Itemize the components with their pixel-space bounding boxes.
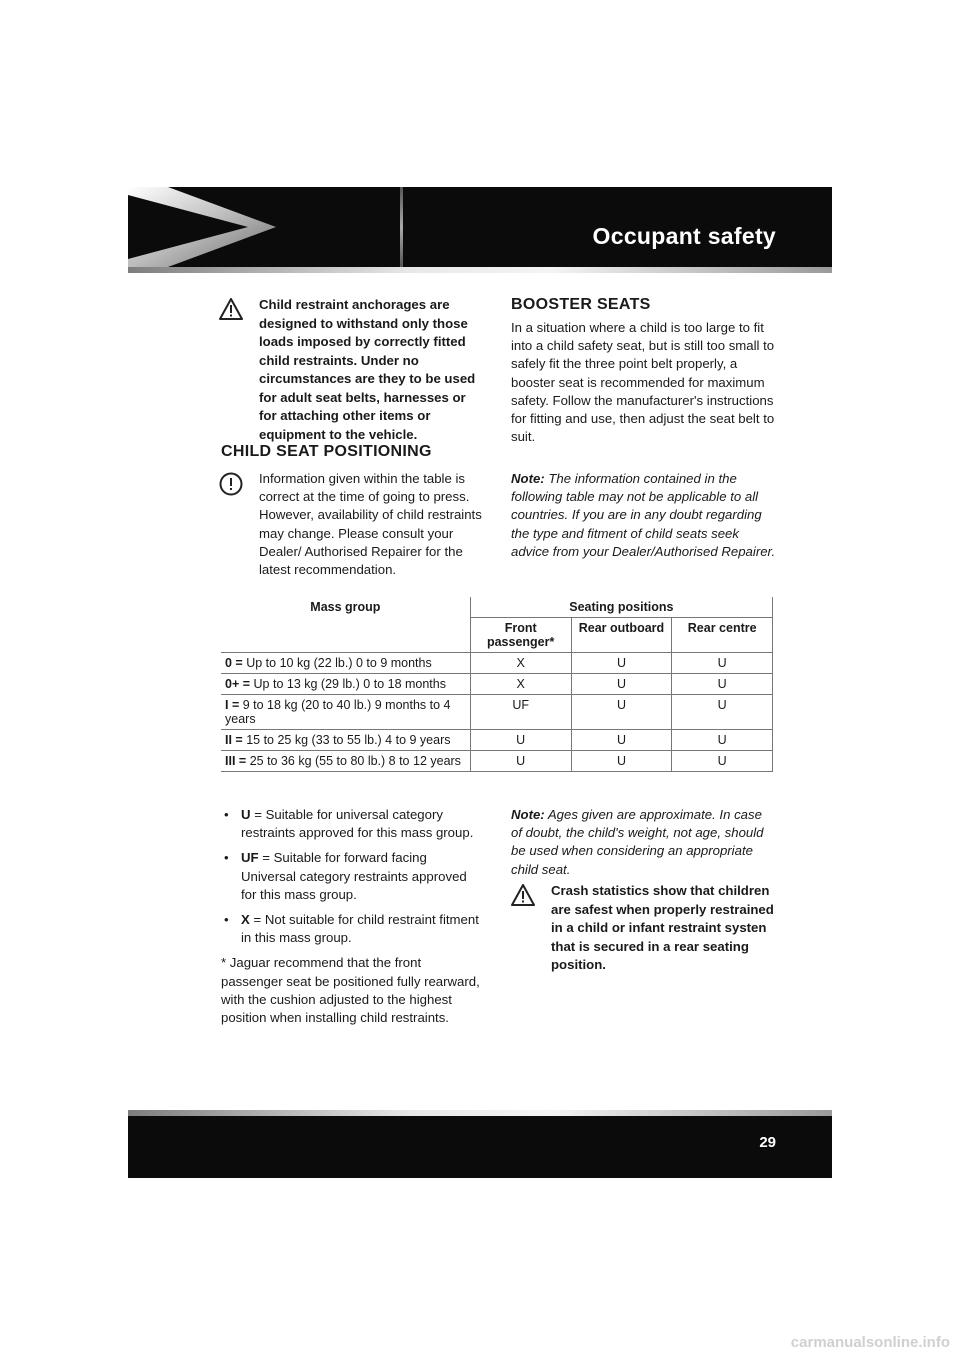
info-text: Information given within the table is correct at the time of going to press. However, availability of child restraints may change. Please consult your Dealer/ Authorised Repairer for the latest recommendation. xyxy=(259,471,482,578)
legend-text: = Not suitable for child restraint fitment in this mass group. xyxy=(241,912,479,946)
centre-value: U xyxy=(672,730,773,751)
front-value: X xyxy=(470,674,571,695)
mass-group-label: 0 = xyxy=(225,656,243,670)
header-strip xyxy=(128,267,832,273)
centre-value: U xyxy=(672,674,773,695)
booster-section xyxy=(511,296,777,446)
table-row xyxy=(221,695,773,730)
mass-group-desc: 9 to 18 kg (20 to 40 lb.) 9 months to 4 years xyxy=(225,698,451,726)
mass-group-desc: 15 to 25 kg (33 to 55 lb.) 4 to 9 years xyxy=(246,733,451,747)
legend-list xyxy=(221,806,485,947)
watermark: carmanualsonline.info xyxy=(790,1334,950,1351)
mass-group-label: II = xyxy=(225,733,243,747)
note2-label: Note: xyxy=(511,807,545,822)
centre-value: U xyxy=(672,751,773,772)
note2-text: Ages given are approximate. In case of doubt, the child's weight, not age, should be used when considering an appropriate child seat. xyxy=(511,807,764,877)
front-value: UF xyxy=(470,695,571,730)
front-value: U xyxy=(470,751,571,772)
positioning-heading: CHILD SEAT POSITIONING xyxy=(221,443,432,460)
list-item xyxy=(221,911,485,947)
table-row xyxy=(221,674,773,695)
info-circle-icon xyxy=(219,472,243,496)
front-value: X xyxy=(470,653,571,674)
col-mass-group: Mass group xyxy=(221,597,470,653)
legend-key: X xyxy=(241,912,250,928)
table-row xyxy=(221,653,773,674)
mass-group-label: I = xyxy=(225,698,240,712)
bullet: • xyxy=(224,912,229,928)
bullet: • xyxy=(224,807,229,822)
legend-text: = Suitable for universal category restraints approved for this mass group. xyxy=(241,807,474,841)
outboard-value: U xyxy=(571,674,672,695)
mass-group-label: III = xyxy=(225,754,247,768)
front-value: U xyxy=(470,730,571,751)
header-divider xyxy=(400,187,403,267)
table-row xyxy=(221,730,773,751)
age-note xyxy=(511,806,775,879)
info-notice xyxy=(219,470,485,579)
page-title: Occupant safety xyxy=(592,223,776,249)
mass-group-desc: 25 to 36 kg (55 to 80 lb.) 8 to 12 years xyxy=(249,754,461,768)
warning-crash xyxy=(511,882,777,975)
col-front-passenger: Front passenger* xyxy=(470,618,571,653)
legend-text: = Suitable for forward facing Universal category restraints approved for this mass group. xyxy=(241,850,467,902)
legend-key: U xyxy=(241,807,251,822)
seating-table xyxy=(221,597,773,772)
warning-triangle-icon xyxy=(511,884,535,906)
bullet: • xyxy=(224,850,229,866)
footnote: * Jaguar recommend that the front passenger seat be positioned fully rearward, with the cushion adjusted to the highest position when installing child restraints. xyxy=(221,955,480,1026)
list-item xyxy=(221,806,485,842)
positioning-note xyxy=(511,470,777,561)
outboard-value: U xyxy=(571,730,672,751)
col-rear-outboard: Rear outboard xyxy=(571,618,672,653)
chevron-logo-icon xyxy=(128,187,276,267)
booster-text: In a situation where a child is too large to fit into a child safety seat, but is still too small to safely fit the three point belt properly, a booster seat is recommended for maximum safety. Follow the manufacturer's instructions for fitting and use, then adjust the seat belt to suit. xyxy=(511,320,775,445)
warning-anchorages-text: Child restraint anchorages are designed to withstand only those loads imposed by correctly fitted child restraints. Under no circumstances are they to be used for adult seat belts, harnesses or for attaching other items or equipment to the vehicle. xyxy=(259,297,476,442)
warning-anchorages xyxy=(219,296,485,444)
table-row xyxy=(221,751,773,772)
page-footer xyxy=(128,1110,832,1178)
footer-strip xyxy=(128,1110,832,1116)
list-item xyxy=(221,849,485,904)
warning-crash-text: Crash statistics show that children are safest when properly restrained in a child or infant restraint systen that is secured in a rear seating position. xyxy=(551,883,774,972)
legend-key: UF xyxy=(241,850,259,866)
mass-group-desc: Up to 13 kg (29 lb.) 0 to 18 months xyxy=(253,677,446,691)
mass-group-desc: Up to 10 kg (22 lb.) 0 to 9 months xyxy=(246,656,432,670)
legend-section xyxy=(221,806,485,1027)
centre-value: U xyxy=(672,695,773,730)
outboard-value: U xyxy=(571,751,672,772)
outboard-value: U xyxy=(571,695,672,730)
col-rear-centre: Rear centre xyxy=(672,618,773,653)
page-header xyxy=(128,187,832,273)
page-number: 29 xyxy=(759,1134,776,1151)
centre-value: U xyxy=(672,653,773,674)
col-seating-positions: Seating positions xyxy=(470,597,772,618)
note-text: The information contained in the following table may not be applicable to all countries. If you are in any doubt regarding the type and fitment of child seats seek advice from your Dealer/Authorised Repairer. xyxy=(511,471,776,559)
note-label: Note: xyxy=(511,471,545,486)
outboard-value: U xyxy=(571,653,672,674)
mass-group-label: 0+ = xyxy=(225,677,251,691)
booster-heading: BOOSTER SEATS xyxy=(511,296,651,313)
warning-triangle-icon xyxy=(219,298,243,320)
